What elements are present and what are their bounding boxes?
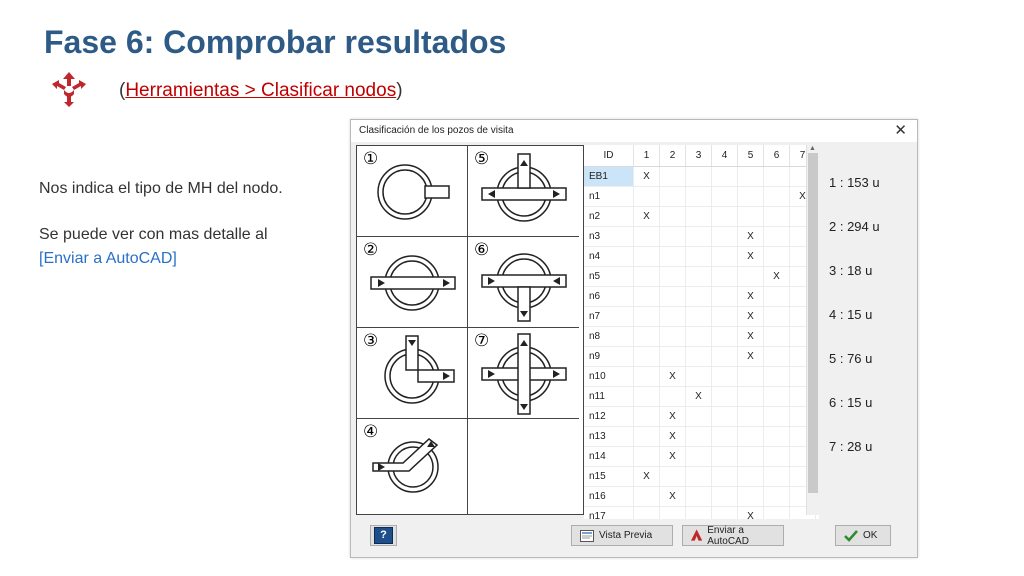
type-2-mark[interactable]: X bbox=[660, 487, 686, 507]
type-3-cell[interactable] bbox=[686, 267, 712, 287]
type-4-cell[interactable] bbox=[712, 507, 738, 520]
type-3-cell[interactable] bbox=[686, 427, 712, 447]
type-2-cell[interactable] bbox=[660, 167, 686, 187]
table-row[interactable] bbox=[584, 227, 816, 247]
type-5-mark[interactable]: X bbox=[738, 347, 764, 367]
type-6-cell[interactable] bbox=[764, 287, 790, 307]
type-6-cell[interactable] bbox=[764, 407, 790, 427]
type-4-cell[interactable] bbox=[712, 367, 738, 387]
body-line-2: Se puede ver con mas detalle al bbox=[39, 226, 268, 243]
type-2-cell[interactable] bbox=[660, 387, 686, 407]
type-4-cell[interactable] bbox=[712, 187, 738, 207]
column-header-3[interactable]: 3 bbox=[686, 145, 712, 167]
type-3-cell[interactable] bbox=[686, 347, 712, 367]
table-row[interactable] bbox=[584, 467, 816, 487]
type-2-cell[interactable] bbox=[660, 227, 686, 247]
preview-button-label: Vista Previa bbox=[599, 530, 653, 541]
table-row[interactable] bbox=[584, 487, 816, 507]
red-arrows-logo-icon bbox=[50, 70, 88, 108]
type-2-cell[interactable] bbox=[660, 467, 686, 487]
slide-title bbox=[44, 24, 506, 61]
subtitle-open-paren: ( bbox=[119, 80, 126, 101]
type-6-cell[interactable] bbox=[764, 487, 790, 507]
diagram-type-3 bbox=[357, 328, 468, 419]
type-6-cell[interactable] bbox=[764, 507, 790, 520]
type-3-mark[interactable]: X bbox=[686, 387, 712, 407]
type-1-cell[interactable] bbox=[634, 367, 660, 387]
row-id-cell[interactable]: n12 bbox=[584, 407, 634, 427]
type-2-cell[interactable] bbox=[660, 327, 686, 347]
diagram-empty-cell bbox=[468, 419, 579, 514]
diagram-type-6 bbox=[468, 237, 579, 328]
diagram-label-5: ⑤ bbox=[474, 149, 490, 169]
type-4-cell[interactable] bbox=[712, 167, 738, 187]
type-5-mark[interactable]: X bbox=[738, 327, 764, 347]
table-row[interactable] bbox=[584, 407, 816, 427]
type-5-cell[interactable] bbox=[738, 187, 764, 207]
type-2-cell[interactable] bbox=[660, 507, 686, 520]
table-row[interactable] bbox=[584, 387, 816, 407]
type-4-cell[interactable] bbox=[712, 327, 738, 347]
preview-button[interactable] bbox=[571, 525, 673, 546]
type-1-cell[interactable] bbox=[634, 487, 660, 507]
type-5-cell[interactable] bbox=[738, 267, 764, 287]
row-id-cell[interactable]: n7 bbox=[584, 307, 634, 327]
autocad-icon bbox=[691, 529, 702, 542]
type-2-cell[interactable] bbox=[660, 247, 686, 267]
type-3-cell[interactable] bbox=[686, 507, 712, 520]
column-header-6[interactable]: 6 bbox=[764, 145, 790, 167]
type-3-cell[interactable] bbox=[686, 207, 712, 227]
dialog-title: Clasificación de los pozos de visita bbox=[359, 125, 514, 136]
row-id-cell[interactable]: n6 bbox=[584, 287, 634, 307]
type-5-cell[interactable] bbox=[738, 387, 764, 407]
close-icon[interactable]: ✕ bbox=[894, 122, 907, 139]
type-3-cell[interactable] bbox=[686, 467, 712, 487]
type-2-cell[interactable] bbox=[660, 267, 686, 287]
preview-icon bbox=[580, 530, 594, 542]
type-4-cell[interactable] bbox=[712, 287, 738, 307]
type-6-cell[interactable] bbox=[764, 387, 790, 407]
type-3-cell[interactable] bbox=[686, 487, 712, 507]
column-header-7[interactable]: 7 bbox=[790, 145, 816, 167]
diagram-type-7 bbox=[468, 328, 579, 419]
send-to-autocad-button[interactable] bbox=[682, 525, 784, 546]
diagram-type-5 bbox=[468, 146, 579, 237]
type-2-mark[interactable]: X bbox=[660, 427, 686, 447]
table-row[interactable] bbox=[584, 307, 816, 327]
type-7-mark[interactable]: X bbox=[790, 187, 816, 207]
type-6-mark[interactable]: X bbox=[764, 267, 790, 287]
table-row[interactable] bbox=[584, 267, 816, 287]
subtitle-menu-path-link[interactable]: Herramientas > Clasificar nodos bbox=[125, 80, 397, 101]
type-4-cell[interactable] bbox=[712, 447, 738, 467]
column-header-2[interactable]: 2 bbox=[660, 145, 686, 167]
type-1-cell[interactable] bbox=[634, 187, 660, 207]
send-to-autocad-link[interactable]: [Enviar a AutoCAD] bbox=[39, 250, 177, 267]
send-to-autocad-label: Enviar a AutoCAD bbox=[707, 524, 749, 547]
type-1-mark[interactable]: X bbox=[634, 167, 660, 187]
row-id-cell[interactable]: n4 bbox=[584, 247, 634, 267]
type-3-cell[interactable] bbox=[686, 307, 712, 327]
type-6-cell[interactable] bbox=[764, 207, 790, 227]
scroll-up-arrow-icon[interactable]: ▲ bbox=[809, 145, 816, 152]
type-1-cell[interactable] bbox=[634, 327, 660, 347]
type-6-cell[interactable] bbox=[764, 427, 790, 447]
type-5-cell[interactable] bbox=[738, 367, 764, 387]
type-6-cell[interactable] bbox=[764, 307, 790, 327]
type-5-cell[interactable] bbox=[738, 487, 764, 507]
type-4-cell[interactable] bbox=[712, 227, 738, 247]
table-row[interactable] bbox=[584, 367, 816, 387]
help-icon: ? bbox=[374, 527, 393, 544]
row-id-cell[interactable]: n3 bbox=[584, 227, 634, 247]
type-5-mark[interactable]: X bbox=[738, 307, 764, 327]
type-6-cell[interactable] bbox=[764, 167, 790, 187]
type-4-cell[interactable] bbox=[712, 427, 738, 447]
classification-table[interactable] bbox=[584, 145, 819, 519]
count-type-1: 1 : 153 u bbox=[829, 175, 880, 190]
table-scrollbar[interactable] bbox=[806, 145, 819, 515]
type-6-cell[interactable] bbox=[764, 367, 790, 387]
column-header-id[interactable]: ID bbox=[584, 145, 634, 167]
type-1-cell[interactable] bbox=[634, 347, 660, 367]
type-3-cell[interactable] bbox=[686, 227, 712, 247]
scrollbar-thumb[interactable] bbox=[808, 153, 818, 493]
type-6-cell[interactable] bbox=[764, 247, 790, 267]
type-4-cell[interactable] bbox=[712, 207, 738, 227]
classification-dialog bbox=[350, 119, 918, 558]
ok-button-label: OK bbox=[863, 530, 878, 541]
type-2-cell[interactable] bbox=[660, 187, 686, 207]
type-3-cell[interactable] bbox=[686, 167, 712, 187]
column-header-4[interactable]: 4 bbox=[712, 145, 738, 167]
type-4-cell[interactable] bbox=[712, 307, 738, 327]
slide-title-prefix: Fase 6: bbox=[44, 24, 164, 60]
type-3-cell[interactable] bbox=[686, 327, 712, 347]
type-3-cell[interactable] bbox=[686, 367, 712, 387]
row-id-cell[interactable]: n13 bbox=[584, 427, 634, 447]
type-1-cell[interactable] bbox=[634, 387, 660, 407]
table-row[interactable] bbox=[584, 167, 816, 187]
type-2-mark[interactable]: X bbox=[660, 367, 686, 387]
type-3-cell[interactable] bbox=[686, 247, 712, 267]
diagram-label-1: ① bbox=[363, 149, 379, 169]
type-5-cell[interactable] bbox=[738, 447, 764, 467]
table-header-row bbox=[584, 145, 816, 167]
column-header-1[interactable]: 1 bbox=[634, 145, 660, 167]
type-1-cell[interactable] bbox=[634, 447, 660, 467]
row-id-cell[interactable]: n11 bbox=[584, 387, 634, 407]
type-2-cell[interactable] bbox=[660, 347, 686, 367]
count-type-2: 2 : 294 u bbox=[829, 219, 880, 234]
diagram-label-3: ③ bbox=[363, 331, 379, 351]
count-type-4: 4 : 15 u bbox=[829, 307, 873, 322]
dialog-titlebar bbox=[351, 120, 917, 142]
type-4-cell[interactable] bbox=[712, 267, 738, 287]
count-type-3: 3 : 18 u bbox=[829, 263, 873, 278]
body-text bbox=[39, 177, 283, 271]
diagram-label-7: ⑦ bbox=[474, 331, 490, 351]
type-6-cell[interactable] bbox=[764, 447, 790, 467]
type-1-cell[interactable] bbox=[634, 427, 660, 447]
type-3-cell[interactable] bbox=[686, 407, 712, 427]
type-5-cell[interactable] bbox=[738, 167, 764, 187]
table-row[interactable] bbox=[584, 327, 816, 347]
type-6-cell[interactable] bbox=[764, 327, 790, 347]
type-6-cell[interactable] bbox=[764, 227, 790, 247]
column-header-5[interactable]: 5 bbox=[738, 145, 764, 167]
diagram-label-2: ② bbox=[363, 240, 379, 260]
type-5-mark[interactable]: X bbox=[738, 247, 764, 267]
type-1-cell[interactable] bbox=[634, 407, 660, 427]
type-3-cell[interactable] bbox=[686, 187, 712, 207]
type-2-cell[interactable] bbox=[660, 207, 686, 227]
help-button[interactable] bbox=[370, 525, 397, 546]
type-6-cell[interactable] bbox=[764, 347, 790, 367]
row-id-cell[interactable]: n1 bbox=[584, 187, 634, 207]
diagram-label-4: ④ bbox=[363, 422, 379, 442]
type-2-cell[interactable] bbox=[660, 307, 686, 327]
diagram-type-2 bbox=[357, 237, 468, 328]
table-row[interactable] bbox=[584, 427, 816, 447]
checkmark-icon bbox=[844, 530, 858, 542]
type-3-cell[interactable] bbox=[686, 287, 712, 307]
type-4-cell[interactable] bbox=[712, 487, 738, 507]
type-1-cell[interactable] bbox=[634, 267, 660, 287]
type-5-mark[interactable]: X bbox=[738, 507, 764, 520]
type-count-summary bbox=[821, 145, 913, 515]
type-1-cell[interactable] bbox=[634, 287, 660, 307]
type-4-cell[interactable] bbox=[712, 247, 738, 267]
type-1-cell[interactable] bbox=[634, 247, 660, 267]
count-type-5: 5 : 76 u bbox=[829, 351, 873, 366]
type-4-cell[interactable] bbox=[712, 387, 738, 407]
body-line-1: Nos indica el tipo de MH del nodo. bbox=[39, 180, 283, 197]
type-1-cell[interactable] bbox=[634, 227, 660, 247]
row-id-cell[interactable]: n16 bbox=[584, 487, 634, 507]
diagram-label-6: ⑥ bbox=[474, 240, 490, 260]
table-row[interactable] bbox=[584, 247, 816, 267]
type-1-cell[interactable] bbox=[634, 307, 660, 327]
type-1-mark[interactable]: X bbox=[634, 207, 660, 227]
type-3-cell[interactable] bbox=[686, 447, 712, 467]
type-4-cell[interactable] bbox=[712, 347, 738, 367]
table-row[interactable] bbox=[584, 507, 816, 520]
type-2-mark[interactable]: X bbox=[660, 407, 686, 427]
classification-grid bbox=[584, 145, 816, 519]
count-type-7: 7 : 28 u bbox=[829, 439, 873, 454]
table-row[interactable] bbox=[584, 287, 816, 307]
type-5-mark[interactable]: X bbox=[738, 287, 764, 307]
subtitle bbox=[119, 80, 403, 102]
type-1-cell[interactable] bbox=[634, 507, 660, 520]
diagram-type-4 bbox=[357, 419, 468, 514]
diagram-type-1 bbox=[357, 146, 468, 237]
type-5-mark[interactable]: X bbox=[738, 227, 764, 247]
type-1-mark[interactable]: X bbox=[634, 467, 660, 487]
type-4-cell[interactable] bbox=[712, 407, 738, 427]
subtitle-close-paren: ) bbox=[396, 80, 403, 101]
table-row[interactable] bbox=[584, 187, 816, 207]
table-row[interactable] bbox=[584, 207, 816, 227]
type-4-cell[interactable] bbox=[712, 467, 738, 487]
table-row[interactable] bbox=[584, 447, 816, 467]
row-id-cell[interactable]: EB1 bbox=[584, 167, 634, 187]
row-id-cell[interactable]: n14 bbox=[584, 447, 634, 467]
type-5-cell[interactable] bbox=[738, 427, 764, 447]
row-id-cell[interactable]: n10 bbox=[584, 367, 634, 387]
row-id-cell[interactable]: n15 bbox=[584, 467, 634, 487]
row-id-cell[interactable]: n8 bbox=[584, 327, 634, 347]
count-type-6: 6 : 15 u bbox=[829, 395, 873, 410]
row-id-cell[interactable]: n17 bbox=[584, 507, 634, 520]
row-id-cell[interactable]: n9 bbox=[584, 347, 634, 367]
manhole-type-diagrams bbox=[356, 145, 584, 515]
slide-title-main: Comprobar resultados bbox=[163, 24, 507, 60]
row-id-cell[interactable]: n2 bbox=[584, 207, 634, 227]
ok-button[interactable] bbox=[835, 525, 891, 546]
type-2-mark[interactable]: X bbox=[660, 447, 686, 467]
type-6-cell[interactable] bbox=[764, 187, 790, 207]
table-body bbox=[584, 167, 816, 520]
type-5-cell[interactable] bbox=[738, 467, 764, 487]
type-5-cell[interactable] bbox=[738, 207, 764, 227]
table-row[interactable] bbox=[584, 347, 816, 367]
type-5-cell[interactable] bbox=[738, 407, 764, 427]
type-6-cell[interactable] bbox=[764, 467, 790, 487]
row-id-cell[interactable]: n5 bbox=[584, 267, 634, 287]
type-2-cell[interactable] bbox=[660, 287, 686, 307]
